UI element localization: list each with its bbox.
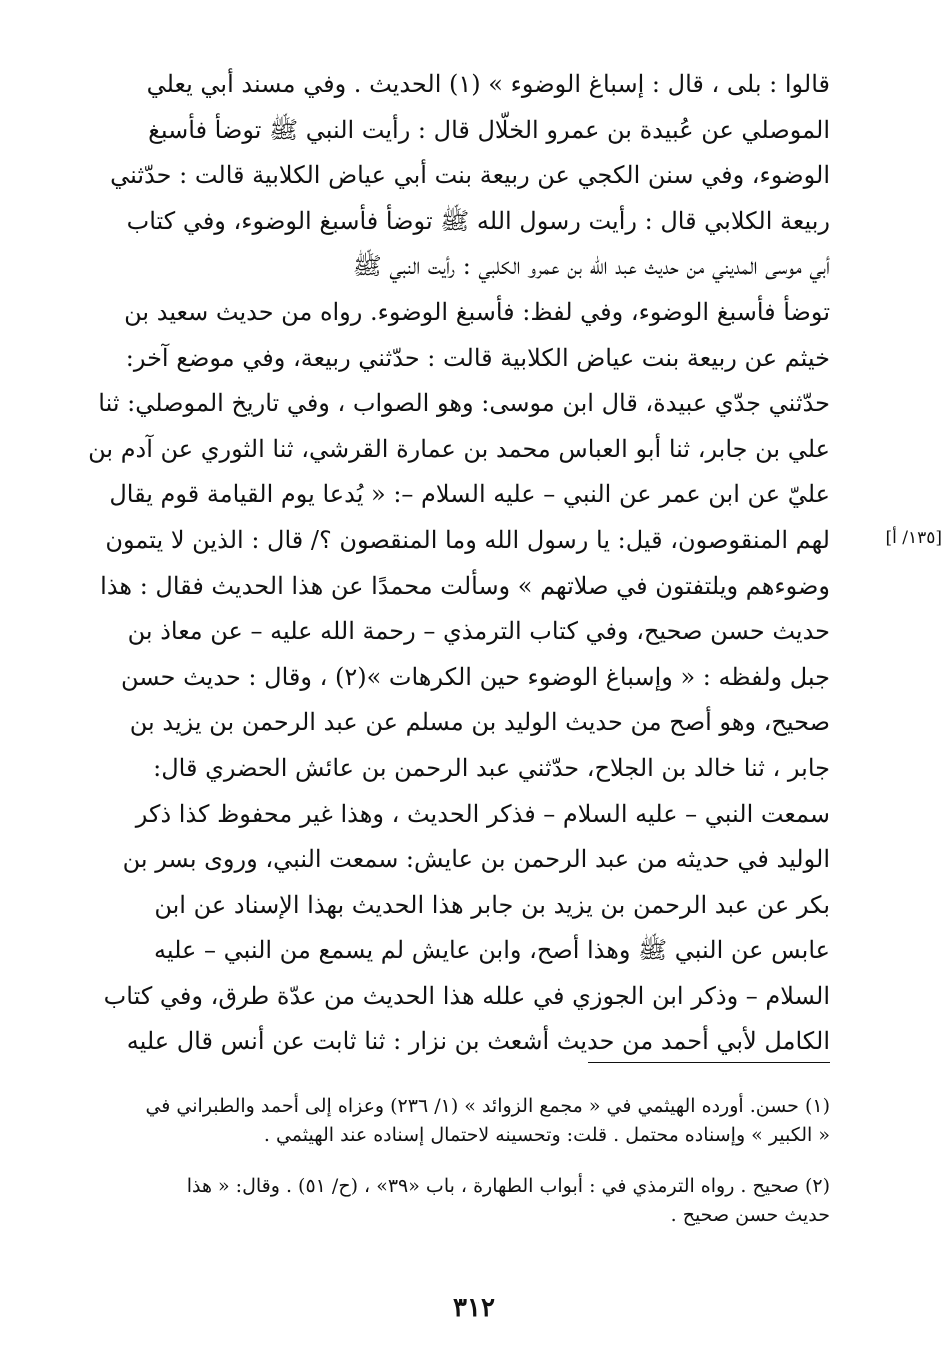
text-line: صحيح، وهو أصح من حديث الوليد بن مسلم عن عبد الرحمن بن يزيد بن	[129, 708, 830, 737]
text-line: الموصلي عن عُبيدة بن عمرو الخلّال قال : رأيت النبي ﷺ توضأ فأسبغ	[148, 115, 830, 144]
footnote-line: (١) حسن. أورده الهيثمي في « مجمع الزوائد » (١/ ٢٣٦) وعزاه إلى أحمد والطبراني في	[145, 1095, 830, 1117]
footnote-line: « الكبير » وإسناده محتمل . قلت: وتحسينه لاحتمال إسناده عند الهيثمي .	[263, 1124, 830, 1146]
page-number: ٣١٢	[453, 1293, 495, 1323]
text-line: خيثم عن ربيعة بنت عياض الكلابية قالت : حدّثني ربيعة، وفي موضع آخر:	[125, 343, 830, 372]
text-line: السلام – وذكر ابن الجوزي في علله هذا الحديث من عدّة طرق، وفي كتاب	[103, 981, 830, 1010]
text-line: حديث حسن صحيح، وفي كتاب الترمذي – رحمة الله عليه – عن معاذ بن	[127, 617, 830, 646]
text-line: الكامل لأبي أحمد من حديث أشعث بن نزار : ثنا ثابت عن أنس قال عليه	[126, 1027, 830, 1056]
main-text-block	[86, 62, 830, 1065]
footnote-2	[86, 1172, 830, 1230]
text-line: توضأ فأسبغ الوضوء، وفي لفظ: فأسبغ الوضوء. رواه من حديث سعيد بن	[124, 297, 830, 326]
text-line: جبل ولفظه : « وإسباغ الوضوء حين الكرهات »(٢) ، وقال : حديث حسن	[120, 662, 830, 691]
text-line: قالوا : بلى ، قال : إسباغ الوضوء » (١) الحديث . وفي مسند أبي يعلي	[146, 70, 830, 98]
text-line: وضوءهم ويلتفتون في صلاتهم » وسألت محمدًا عن هذا الحديث فقال : هذا	[100, 571, 830, 600]
text-line: بكر عن عبد الرحمن بن يزيد بن جابر هذا الحديث بهذا الإسناد عن ابن	[154, 890, 830, 919]
footnote-divider	[588, 1062, 830, 1063]
text-line: جابر ، ثنا خالد بن الجلاح، حدّثني عبد الرحمن بن عائش الحضري قال:	[153, 753, 830, 782]
text-line: حدّثني جدّي عبيدة، قال ابن موسى: وهو الصواب ، وفي تاريخ الموصلي: ثنا	[98, 389, 830, 418]
text-line: أبي موسى المديني من حديث عبد الله بن عمرو الكلبي : رأيت النبي ﷺ	[352, 252, 830, 281]
margin-folio-reference: [١٣٥/ أ]	[885, 528, 942, 548]
footnotes-block	[86, 1092, 830, 1230]
text-line: عابس عن النبي ﷺ وهذا أصح، وابن عايش لم يسمع من النبي – عليه	[153, 936, 830, 965]
footnote-line: حديث حسن صحيح .	[670, 1204, 830, 1226]
text-line: لهم المنقوصون، قيل: يا رسول الله وما المنقصون ؟/ قال : الذين لا يتمون	[105, 525, 830, 554]
text-line: سمعت النبي – عليه السلام – فذكر الحديث ، وهذا غير محفوظ كذا ذكر	[135, 799, 830, 828]
text-line: ربيعة الكلابي قال : رأيت رسول الله ﷺ توضأ فأسبغ الوضوء، وفي كتاب	[126, 206, 830, 235]
footnote-line: (٢) صحيح . رواه الترمذي في : أبواب الطهارة ، باب «٣٩» ، (ح/ ٥١) . وقال: « هذا	[186, 1175, 830, 1197]
text-line: الوضوء، وفي سنن الكجي عن ربيعة بنت أبي عياض الكلابية قالت : حدّثني	[110, 161, 830, 190]
text-line: الوليد في حديثه من عبد الرحمن بن عايش: سمعت النبي، وروى بسر بن	[122, 845, 830, 874]
text-line: عليّ عن ابن عمر عن النبي – عليه السلام –: « يُدعا يوم القيامة قوم يقال	[109, 480, 830, 509]
text-line: علي بن جابر، ثنا أبو العباس محمد بن عمارة القرشي، ثنا الثوري عن آدم بن	[88, 434, 830, 463]
footnote-1	[86, 1092, 830, 1150]
